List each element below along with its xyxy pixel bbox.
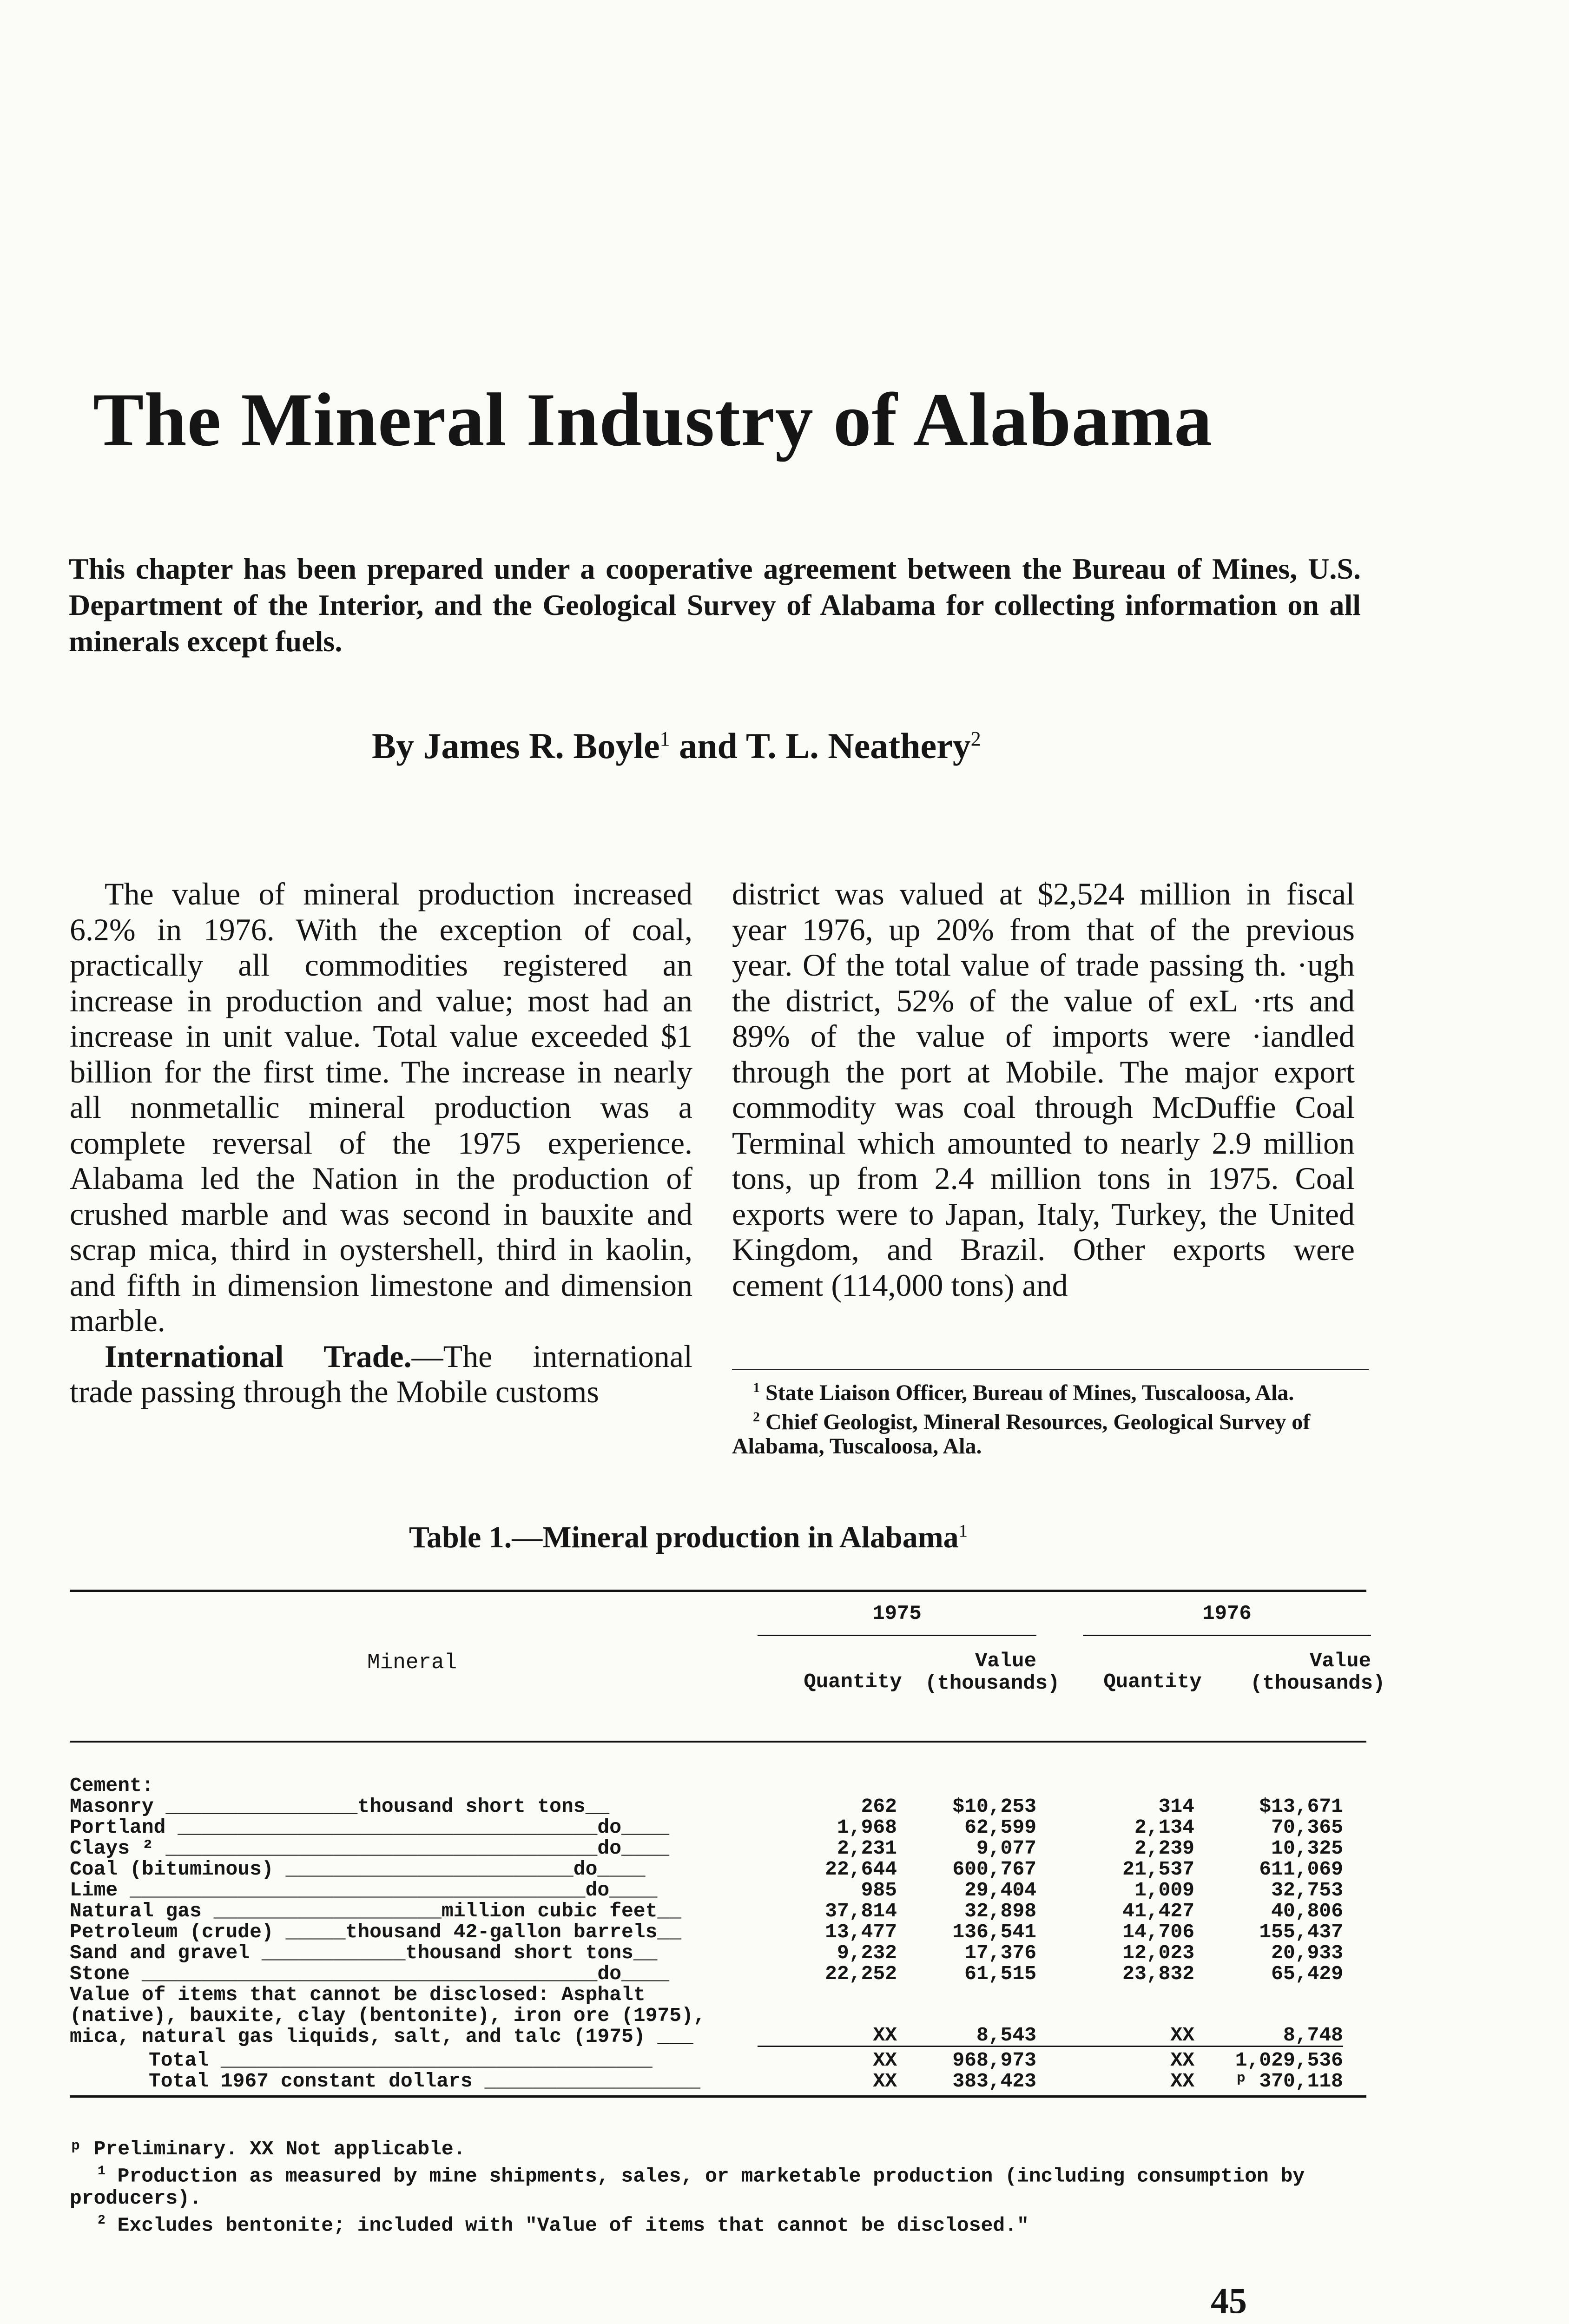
cell-value-1976: 32,753 <box>1271 1879 1343 1901</box>
table-row <box>70 1796 1366 1817</box>
table-row <box>70 1942 1366 1963</box>
cell-value-1976: $13,671 <box>1259 1795 1343 1818</box>
header-quantity-1976: Quantity <box>1103 1670 1202 1694</box>
paragraph-trade-continued: district was valued at $2,524 million in fiscal year 1976, up 20% from that of the previous year. Of the total value of trade passing th. ·ugh the district, 52% of the value of exL ·rts and 89% of the value of imports were ·iandled through the port at Mobile. The major export commodity was coal through McDuffie Coal Terminal which amounted to nearly 2.9 million tons, up from 2.4 million tons in 1975. Coal exports were to Japan, Italy, Turkey, the United Kingdom, and Brazil. Other exports were cement (114,000 tons) and <box>732 876 1355 1303</box>
cell-value-1976: 65,429 <box>1271 1962 1343 1985</box>
table-caption-text: Table 1.—Mineral production in Alabama <box>409 1520 959 1554</box>
row-label: Stone ______________________________________do____ <box>70 1963 670 1984</box>
row-label: Value of items that cannot be disclosed: Asphalt (native), bauxite, clay (bentonite), iron ore (1975), mica, natural gas liquids, salt, and talc (1975) ___ <box>70 1984 705 2047</box>
body-column-right <box>732 876 1355 1303</box>
section-heading-international-trade: International Trade. <box>105 1338 412 1374</box>
cell-value-1976: 611,069 <box>1259 1858 1343 1881</box>
row-label: Natural gas ___________________million cubic feet__ <box>70 1901 682 1921</box>
cell-quantity-1976: 23,832 <box>1122 1962 1194 1985</box>
cell-value-1976: 40,806 <box>1271 1900 1343 1922</box>
cell-quantity-1975: 13,477 <box>825 1921 897 1943</box>
header-value-1975: Value (thousands) <box>925 1650 1060 1695</box>
chapter-intro: This chapter has been prepared under a cooperative agreement between the Bureau of Mines, U.S. Department of the Interior, and the Geological Survey of Alabama for collecting information on all minerals except fuels. <box>69 552 1361 658</box>
footnote-2 <box>732 1405 1369 1459</box>
cell-quantity-1975: XX <box>873 2070 897 2093</box>
row-label: Total ____________________________________ <box>149 2050 653 2071</box>
cell-quantity-1975: 22,644 <box>825 1858 897 1881</box>
table-header <box>70 1592 1385 1743</box>
cell-value-1976: 155,437 <box>1259 1921 1343 1943</box>
cell-value-1975: $10,253 <box>952 1795 1036 1818</box>
cell-quantity-1975: 22,252 <box>825 1962 897 1985</box>
header-rule-1976 <box>1083 1635 1371 1636</box>
cell-quantity-1976: 41,427 <box>1122 1900 1194 1922</box>
author-2-footnote-mark: 2 <box>970 727 981 750</box>
table-caption-mark: 1 <box>958 1521 968 1541</box>
page-title: The Mineral Industry of Alabama <box>93 378 1213 462</box>
table-row-total-constant <box>70 2071 1366 2092</box>
cell-value-1975: 8,543 <box>897 2025 1036 2047</box>
table-notes <box>70 2138 1371 2237</box>
header-mineral: Mineral <box>367 1651 457 1675</box>
cell-quantity-1976: 12,023 <box>1122 1941 1194 1964</box>
cell-quantity-1975: XX <box>873 2049 897 2072</box>
cell-quantity-1975: 262 <box>861 1795 897 1818</box>
cell-quantity-1976: 2,239 <box>1134 1837 1194 1860</box>
header-year-1975: 1975 <box>872 1602 922 1625</box>
footnote-1 <box>732 1376 1369 1405</box>
author-1: By James R. Boyle <box>372 726 660 766</box>
cell-quantity-1976: 21,537 <box>1122 1858 1194 1881</box>
header-rule-1975 <box>758 1635 1036 1636</box>
cell-quantity-1976: 314 <box>1158 1795 1194 1818</box>
cell-quantity-1976: XX <box>1170 2070 1194 2093</box>
cell-value-1976: 10,325 <box>1271 1837 1343 1860</box>
byline <box>372 725 981 767</box>
table-row <box>70 1901 1366 1921</box>
cell-value-1976: 20,933 <box>1271 1941 1343 1964</box>
footnote-2-mark: 2 <box>753 1409 760 1425</box>
table-row <box>70 1921 1366 1942</box>
row-label: Total 1967 constant dollars __________________ <box>149 2071 700 2092</box>
body-column-left <box>70 876 692 1410</box>
table-caption <box>409 1520 968 1555</box>
table-note-1-mark: 1 <box>98 2164 105 2179</box>
row-label: Lime ______________________________________do____ <box>70 1880 658 1901</box>
cell-quantity-1976: 2,134 <box>1134 1816 1194 1839</box>
table-note-legend: ᵖ Preliminary. XX Not applicable. <box>70 2138 466 2160</box>
table-row <box>70 1963 1366 1984</box>
cell-quantity-1975: 9,232 <box>837 1941 897 1964</box>
table-note-1 <box>70 2160 1371 2210</box>
cell-quantity-1975: 2,231 <box>837 1837 897 1860</box>
table-note-2 <box>70 2210 1371 2237</box>
cell-value-1975: 62,599 <box>964 1816 1036 1839</box>
cell-value-1975: 17,376 <box>964 1941 1036 1964</box>
cell-value-1975: 32,898 <box>964 1900 1036 1922</box>
table-note-1-text: Production as measured by mine shipments, sales, or marketable production (including consumption by producers). <box>70 2165 1305 2210</box>
author-2: and T. L. Neathery <box>679 726 971 766</box>
cell-quantity-1976: 14,706 <box>1122 1921 1194 1943</box>
cell-value-1976: 1,029,536 <box>1235 2049 1343 2072</box>
cell-value-1975: 61,515 <box>964 1962 1036 1985</box>
footnote-2-text: Chief Geologist, Mineral Resources, Geological Survey of Alabama, Tuscaloosa, Ala. <box>732 1410 1311 1459</box>
paragraph-production: The value of mineral production increased 6.2% in 1976. With the exception of coal, practically all commodities registered an increase in production and value; most had an increase in unit value. Total value exceeded $1 billion for the first time. The increase in nearly all nonmetallic mineral production was a complete reversal of the 1975 experience. Alabama led the Nation in the production of crushed marble and was second in bauxite and scrap mica, third in oystershell, third in kaolin, and fifth in dimension limestone and dimension marble. <box>70 876 692 1338</box>
cell-quantity-1975: 985 <box>861 1879 897 1901</box>
cell-value-1975: 968,973 <box>952 2049 1036 2072</box>
page-number: 45 <box>1211 2280 1247 2321</box>
header-year-1976: 1976 <box>1202 1602 1252 1625</box>
row-label: Coal (bituminous) ________________________do____ <box>70 1859 646 1880</box>
table-row <box>70 1880 1366 1901</box>
table-row <box>70 1775 1366 1796</box>
cell-value-1975: 136,541 <box>952 1921 1036 1943</box>
table-row <box>70 1817 1366 1838</box>
mineral-production-table <box>70 1590 1385 2098</box>
cell-value-1976: 8,748 <box>1194 2025 1343 2047</box>
cell-quantity-1976: XX <box>1170 2049 1194 2072</box>
cell-quantity-1976: XX <box>1036 2025 1194 2047</box>
table-row-undisclosed <box>70 1984 1366 2047</box>
cell-value-1975: 29,404 <box>964 1879 1036 1901</box>
header-value-1976: Value (thousands) <box>1250 1650 1385 1695</box>
cell-quantity-1975: XX <box>758 2025 897 2047</box>
table-body <box>70 1775 1366 2092</box>
table-note-2-text: Excludes bentonite; included with "Value of items that cannot be disclosed." <box>117 2214 1029 2237</box>
cell-quantity-1975: 1,968 <box>837 1816 897 1839</box>
table-row-total <box>70 2050 1366 2071</box>
row-label: Clays ² ____________________________________do____ <box>70 1838 670 1859</box>
row-label: Portland ___________________________________do____ <box>70 1817 670 1838</box>
table-note-2-mark: 2 <box>98 2213 105 2228</box>
author-1-footnote-mark: 1 <box>659 727 670 750</box>
cell-value-1976: 70,365 <box>1271 1816 1343 1839</box>
row-label: Sand and gravel ____________thousand short tons__ <box>70 1942 658 1963</box>
table-row <box>70 1838 1366 1859</box>
cell-value-1976: ᵖ 370,118 <box>1235 2070 1343 2093</box>
cell-value-1975: 383,423 <box>952 2070 1036 2093</box>
cell-quantity-1976: 1,009 <box>1134 1879 1194 1901</box>
paragraph-trade-text: —The international trade passing through the Mobile customs <box>70 1338 692 1409</box>
row-label: Petroleum (crude) _____thousand 42-gallon barrels__ <box>70 1921 682 1942</box>
cell-quantity-1975: 37,814 <box>825 1900 897 1922</box>
footnote-1-mark: 1 <box>753 1380 760 1395</box>
footnote-1-text: State Liaison Officer, Bureau of Mines, Tuscaloosa, Ala. <box>765 1380 1294 1405</box>
row-label: Cement: <box>70 1775 154 1796</box>
header-quantity-1975: Quantity <box>804 1670 902 1694</box>
table-bottom-rule <box>70 2095 1366 2098</box>
table-row <box>70 1859 1366 1880</box>
cell-value-1975: 600,767 <box>952 1858 1036 1881</box>
row-label: Masonry ________________thousand short tons__ <box>70 1796 610 1817</box>
author-footnotes <box>732 1369 1369 1459</box>
cell-value-1975: 9,077 <box>976 1837 1036 1860</box>
paragraph-trade <box>70 1339 692 1410</box>
